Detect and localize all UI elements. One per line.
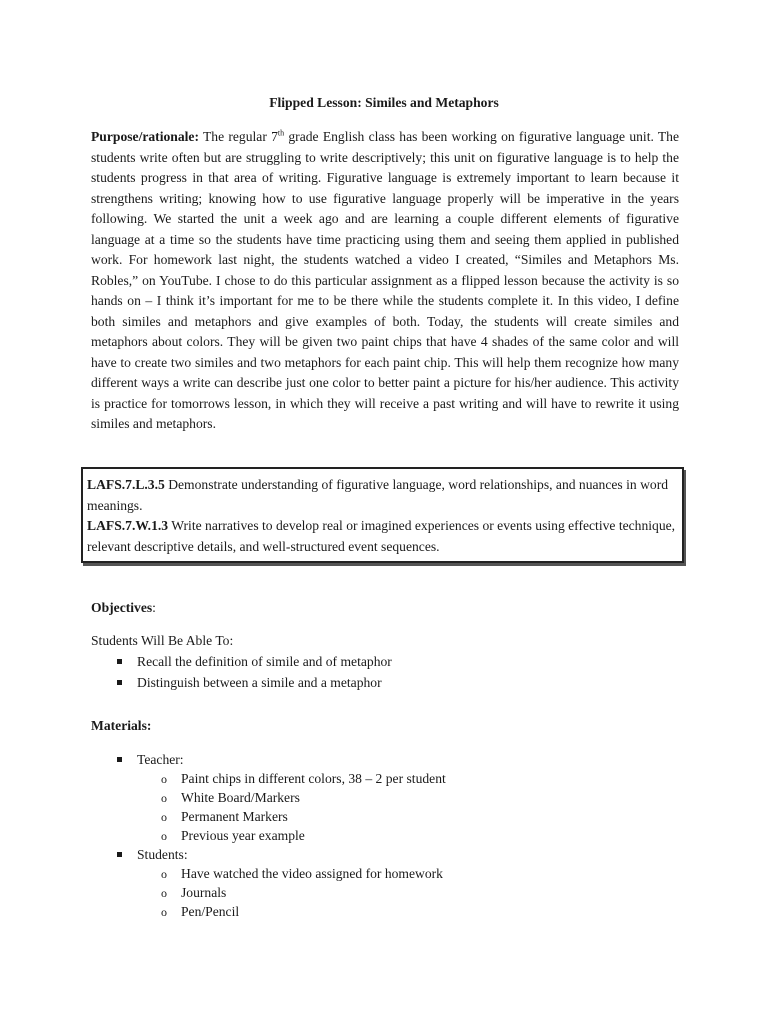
square-bullet-icon bbox=[117, 680, 122, 685]
circle-bullet-icon: o bbox=[161, 829, 167, 843]
purpose-label: Purpose/rationale: bbox=[91, 129, 199, 144]
standard-item bbox=[87, 516, 678, 557]
materials-students-label: Students: bbox=[137, 847, 188, 862]
standard-text: Demonstrate understanding of figurative language, word relationships, and nuances in word meanings. bbox=[87, 477, 669, 513]
standard-item bbox=[87, 475, 678, 516]
objectives-intro: Students Will Be Able To: bbox=[91, 633, 234, 648]
circle-bullet-icon: o bbox=[161, 791, 167, 805]
circle-bullet-icon: o bbox=[161, 772, 167, 786]
square-bullet-icon bbox=[117, 852, 122, 857]
objectives-heading-text: Objectives bbox=[91, 600, 153, 615]
standards-list bbox=[87, 475, 678, 557]
ordinal-suffix: th bbox=[277, 128, 285, 138]
circle-bullet-icon: o bbox=[161, 886, 167, 900]
purpose-text-rest: grade English class has been working on figurative language unit. The students write often but are struggling to write descriptively; this unit on figurative language is to help the students progress in that area of writing. Figurative language is extremely important to learn because it strengthens writing; knowing how to use figurative language properly will be imperative in the years following. We started the unit a week ago and are learning a couple different elements of figurative language at a time so the students have time practicing using them and seeing them applied in published work. For homework last night, the students watched a video I created, “Similes and Metaphors Ms. Robles,” on YouTube. I chose to do this particular assignment as a flipped lesson because the activity is so hands on – I think it’s important for me to be there while the students complete it. In this video, I define both similes and metaphors and give examples of both. Today, the students will create similes and metaphors about colors. They will be given two paint chips that have 4 shades of the same color and will have to create two similes and two metaphors for each paint chip. This will help them recognize how many different ways a write can describe just one color to better paint a picture for his/her audience. This activity is practice for tomorrows lesson, in which they will receive a past writing and will have to rewrite it using similes and metaphors. bbox=[91, 129, 680, 431]
list-item: Paint chips in different colors, 38 – 2 per student bbox=[181, 771, 446, 786]
list-item: Pen/Pencil bbox=[181, 904, 240, 919]
materials-teacher-label: Teacher: bbox=[137, 752, 184, 767]
objectives-heading bbox=[91, 598, 156, 618]
materials-heading: Materials: bbox=[91, 718, 152, 733]
list-item: Recall the definition of simile and of metaphor bbox=[137, 654, 392, 669]
list-item: White Board/Markers bbox=[181, 790, 300, 805]
circle-bullet-icon: o bbox=[161, 867, 167, 881]
circle-bullet-icon: o bbox=[161, 810, 167, 824]
list-item: Distinguish between a simile and a metaphor bbox=[137, 675, 382, 690]
standard-text: Write narratives to develop real or imagined experiences or events using effective technique, relevant descriptive details, and well-structured event sequences. bbox=[87, 518, 676, 554]
list-item: Have watched the video assigned for homework bbox=[181, 866, 443, 881]
list-item: Previous year example bbox=[181, 828, 305, 843]
standard-code: LAFS.7.W.1.3 bbox=[87, 518, 169, 533]
purpose-text-start: The regular 7 bbox=[198, 129, 278, 144]
objectives-colon: : bbox=[152, 600, 156, 615]
square-bullet-icon bbox=[117, 659, 122, 664]
standards-box bbox=[81, 467, 684, 563]
purpose-paragraph bbox=[91, 127, 679, 435]
list-item: Permanent Markers bbox=[181, 809, 288, 824]
square-bullet-icon bbox=[117, 757, 122, 762]
list-item: Journals bbox=[181, 885, 227, 900]
standard-code: LAFS.7.L.3.5 bbox=[87, 477, 165, 492]
circle-bullet-icon: o bbox=[161, 905, 167, 919]
document-title: Flipped Lesson: Similes and Metaphors bbox=[269, 95, 499, 110]
